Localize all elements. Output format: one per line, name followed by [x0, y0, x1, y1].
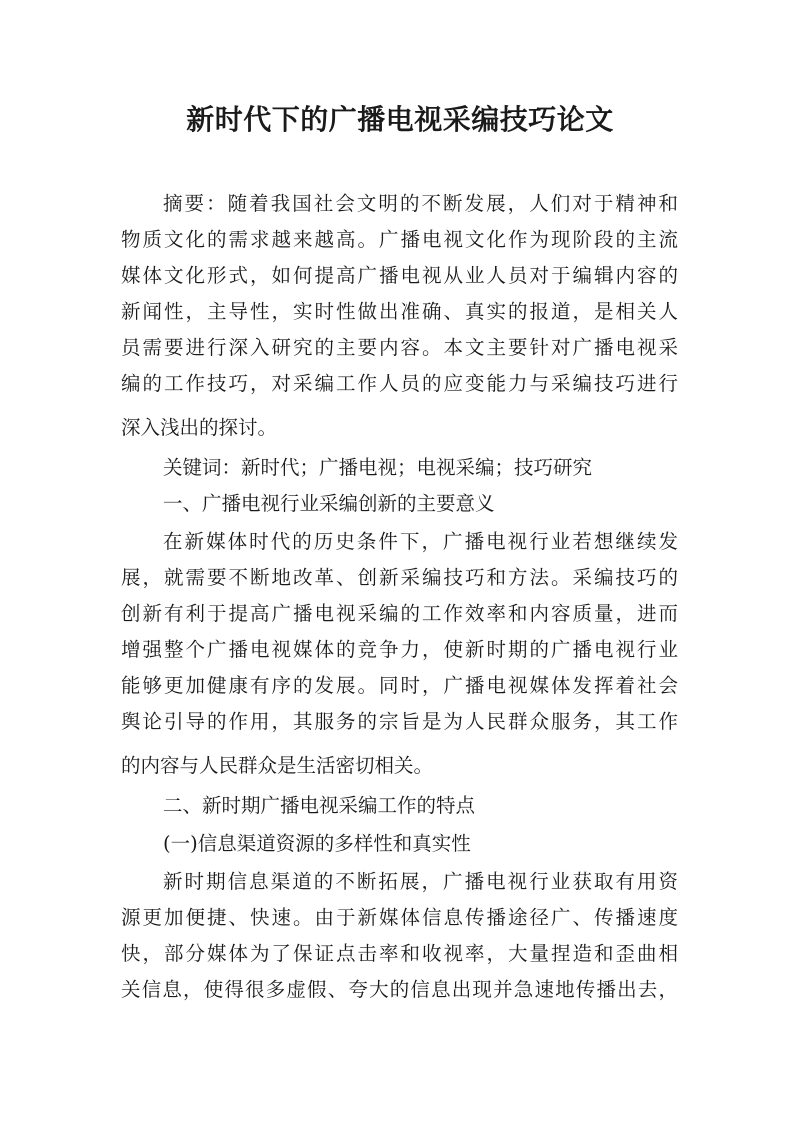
paragraph-line: 在新媒体时代的历史条件下，广播电视行业若想继续发 [163, 530, 678, 553]
section-heading: 一、广播电视行业采编创新的主要意义 [163, 492, 495, 515]
paragraph-line: 快，部分媒体为了保证点击率和收视率，大量捏造和歪曲相 [121, 942, 678, 965]
abstract-line: 员需要进行深入研究的主要内容。本文主要针对广播电视采 [121, 336, 678, 359]
abstract-line: 新闻性，主导性，实时性做出准确、真实的报道，是相关人 [121, 300, 678, 323]
abstract-line: 摘要：随着我国社会文明的不断发展，人们对于精神和 [163, 192, 678, 215]
paragraph-line: 增强整个广播电视媒体的竞争力，使新时期的广播电视行业 [121, 638, 678, 661]
abstract-line: 深入浅出的探讨。 [121, 416, 278, 439]
paragraph-line: 舆论引导的作用，其服务的宗旨是为人民群众服务，其工作 [121, 710, 678, 733]
paragraph-line: 新时期信息渠道的不断拓展，广播电视行业获取有用资 [163, 870, 678, 893]
paragraph-line: 创新有利于提高广播电视采编的工作效率和内容质量，进而 [121, 602, 678, 625]
paragraph-line: 展，就需要不断地改革、创新采编技巧和方法。采编技巧的 [121, 566, 678, 589]
paragraph-line: 源更加便捷、快速。由于新媒体信息传播途径广、传播速度 [121, 906, 678, 929]
abstract-line: 编的工作技巧，对采编工作人员的应变能力与采编技巧进行 [121, 372, 678, 395]
section-heading: 二、新时期广播电视采编工作的特点 [163, 794, 476, 817]
paragraph-line: 关信息，使得很多虚假、夸大的信息出现并急速地传播出去， [121, 978, 678, 1001]
paragraph-line: 能够更加健康有序的发展。同时，广播电视媒体发挥着社会 [121, 674, 678, 697]
abstract-line: 媒体文化形式，如何提高广播电视从业人员对于编辑内容的 [121, 264, 678, 287]
abstract-line: 物质文化的需求越来越高。广播电视文化作为现阶段的主流 [121, 228, 678, 251]
subsection-heading: (一)信息渠道资源的多样性和真实性 [163, 832, 471, 855]
paragraph-line: 的内容与人民群众是生活密切相关。 [121, 754, 434, 777]
keywords-line: 关键词：新时代；广播电视；电视采编；技巧研究 [163, 456, 593, 479]
document-title: 新时代下的广播电视采编技巧论文 [186, 103, 614, 136]
